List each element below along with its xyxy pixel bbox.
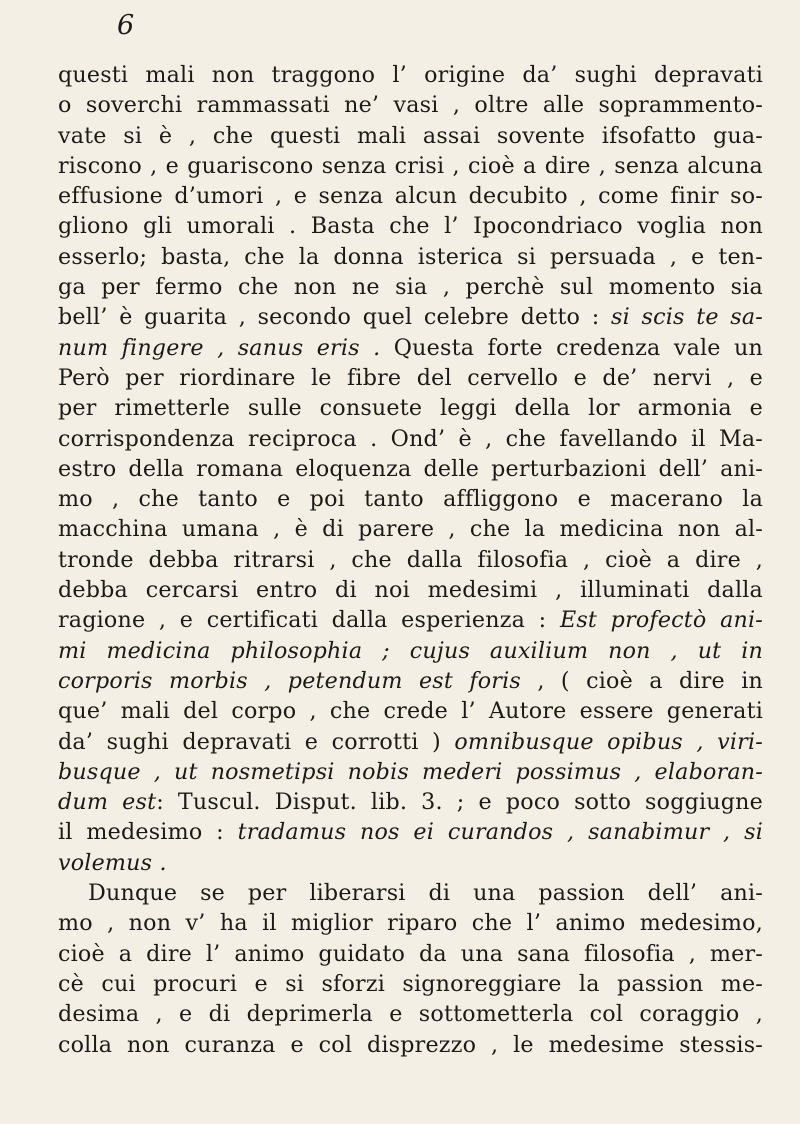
text-line: corrispondenza reciproca . Ond’ è , che favellando il Ma- bbox=[58, 425, 763, 452]
text-line: cè cui procuri e si sforzi signoreggiare la passion me- bbox=[58, 970, 763, 997]
text-line: macchina umana , è di parere , che la medicina non al- bbox=[58, 516, 763, 543]
text-line: debba cercarsi entro di noi medesimi , illuminati dalla bbox=[58, 577, 763, 604]
text-line bbox=[58, 817, 763, 847]
text-line bbox=[58, 787, 763, 817]
text-fragment: , ( cioè a dire in bbox=[537, 667, 763, 694]
latin-quote: busque , ut nosmetipsi nobis mederi possimus , elaboran- bbox=[58, 758, 763, 785]
latin-quote: corporis morbis , petendum est foris bbox=[58, 667, 521, 694]
text-fragment: bell’ è guarita , secondo quel celebre detto : bbox=[58, 304, 600, 331]
latin-quote: Est profectò ani- bbox=[559, 607, 763, 634]
text-line: ga per fermo che non ne sia , perchè sul momento sia bbox=[58, 274, 763, 301]
text-line: mo , che tanto e poi tanto affliggono e macerano la bbox=[58, 486, 763, 513]
text-fragment: ragione , e certificati dalla esperienza : bbox=[58, 607, 547, 634]
text-line bbox=[58, 848, 763, 878]
text-line bbox=[58, 727, 763, 757]
text-line: o soverchi rammassati ne’ vasi , oltre alle soprammento- bbox=[58, 92, 763, 119]
text-line bbox=[58, 666, 763, 696]
text-line: tronde debba ritrarsi , che dalla filosofia , cioè a dire , bbox=[58, 546, 763, 573]
body-text bbox=[58, 60, 763, 1060]
text-line: colla non curanza e col disprezzo , le medesime stessis- bbox=[58, 1031, 763, 1058]
text-line: per rimetterle sulle consuete leggi della lor armonia e bbox=[58, 395, 763, 422]
latin-quote: mi medicina philosophia ; cujus auxilium non , ut in bbox=[58, 637, 763, 664]
text-line bbox=[58, 333, 763, 363]
latin-quote: tradamus nos ei curandos , sanabimur , si bbox=[237, 819, 763, 846]
text-fragment: Questa forte credenza vale un bbox=[393, 334, 763, 361]
text-line: Però per riordinare le fibre del cervello e de’ nervi , e bbox=[58, 364, 763, 391]
text-line: que’ mali del corpo , che crede l’ Autore essere generati bbox=[58, 698, 763, 725]
text-line: gliono gli umorali . Basta che l’ Ipocondriaco voglia non bbox=[58, 213, 763, 240]
latin-quote: omnibusque opibus , viri- bbox=[454, 728, 763, 755]
text-line bbox=[58, 605, 763, 635]
text-line: esserlo; basta, che la donna isterica si persuada , e ten- bbox=[58, 243, 763, 270]
text-line: vate si è , che questi mali assai sovente ifsofatto gua- bbox=[58, 122, 763, 149]
text-line: mo , non v’ ha il miglior riparo che l’ animo medesimo, bbox=[58, 910, 763, 937]
text-line: Dunque se per liberarsi di una passion dell’ ani- bbox=[88, 880, 763, 907]
text-line: desima , e di deprimerla e sottometterla col coraggio , bbox=[58, 1001, 763, 1028]
text-line bbox=[58, 757, 763, 787]
text-line: questi mali non traggono l’ origine da’ sughi depravati bbox=[58, 62, 763, 88]
text-fragment: il medesimo : bbox=[58, 819, 224, 846]
latin-quote: si scis te sa- bbox=[611, 304, 763, 331]
latin-quote: num fingere , sanus eris . bbox=[58, 334, 381, 361]
page-number: 6 bbox=[117, 10, 135, 41]
text-line: effusione d’umori , e senza alcun decubito , come finir so- bbox=[58, 183, 763, 210]
text-line: cioè a dire l’ animo guidato da una sana filosofia , mer- bbox=[58, 940, 763, 967]
text-line: riscono , e guariscono senza crisi , cioè a dire , senza alcuna bbox=[58, 152, 763, 179]
text-line bbox=[58, 302, 763, 332]
text-line bbox=[58, 636, 763, 666]
text-fragment: da’ sughi depravati e corrotti ) bbox=[58, 728, 441, 755]
text-line: estro della romana eloquenza delle perturbazioni dell’ ani- bbox=[58, 455, 763, 482]
latin-quote: volemus . bbox=[58, 849, 167, 876]
latin-quote: dum est bbox=[58, 789, 157, 816]
text-fragment: : Tuscul. Disput. lib. 3. ; e poco sotto soggiugne bbox=[156, 789, 764, 816]
